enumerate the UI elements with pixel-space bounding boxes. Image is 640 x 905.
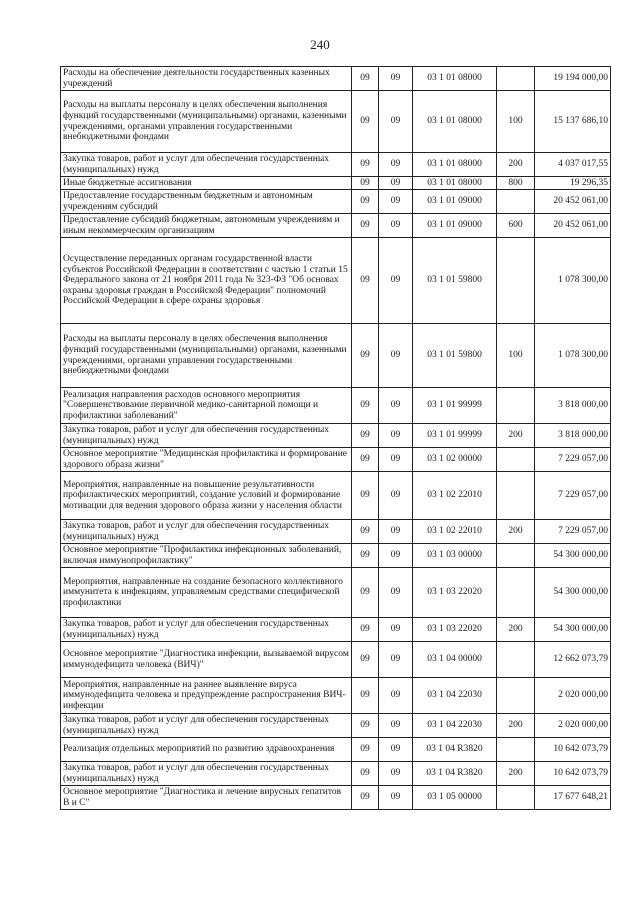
row-target-article-code: 03 1 01 08000 xyxy=(413,153,497,177)
row-section-code: 09 xyxy=(352,786,379,810)
row-subsection-code: 09 xyxy=(379,91,413,153)
row-description: Иные бюджетные ассигнования xyxy=(61,177,352,190)
row-expense-type-code: 200 xyxy=(497,762,535,786)
row-expense-type-code xyxy=(497,238,535,324)
row-description: Осуществление переданных органам государственной власти субъектов Российской Федерации в соответствии с частью 1 статьи 15 Федерального закона от 21 ноября 2011 года № 323-ФЗ "Об основах охраны здоровья граждан в Российской Федерации" полномочий Российской Федерации в сфере охраны здоровья xyxy=(61,238,352,324)
row-target-article-code: 03 1 05 00000 xyxy=(413,786,497,810)
row-description: Закупка товаров, работ и услуг для обеспечения государственных (муниципальных) нужд xyxy=(61,153,352,177)
row-amount: 1 078 300,00 xyxy=(535,324,611,388)
row-description: Закупка товаров, работ и услуг для обеспечения государственных (муниципальных) нужд xyxy=(61,520,352,544)
row-subsection-code: 09 xyxy=(379,388,413,424)
row-amount: 15 137 686,10 xyxy=(535,91,611,153)
row-section-code: 09 xyxy=(352,544,379,568)
table-row xyxy=(61,177,611,190)
row-section-code: 09 xyxy=(352,618,379,642)
row-description: Мероприятия, направленные на создание безопасного коллективного иммунитета к инфекциям, управляемым средствами специфической профилактики xyxy=(61,568,352,618)
row-section-code: 09 xyxy=(352,67,379,91)
table-row xyxy=(61,67,611,91)
row-expense-type-code: 600 xyxy=(497,214,535,238)
row-amount: 7 229 057,00 xyxy=(535,472,611,520)
row-target-article-code: 03 1 02 00000 xyxy=(413,448,497,472)
row-amount: 20 452 061,00 xyxy=(535,214,611,238)
row-expense-type-code xyxy=(497,190,535,214)
row-section-code: 09 xyxy=(352,388,379,424)
row-subsection-code: 09 xyxy=(379,472,413,520)
row-target-article-code: 03 1 04 R3820 xyxy=(413,738,497,762)
row-section-code: 09 xyxy=(352,738,379,762)
budget-table-body xyxy=(61,67,611,810)
row-target-article-code: 03 1 04 22030 xyxy=(413,714,497,738)
table-row xyxy=(61,642,611,678)
table-row xyxy=(61,520,611,544)
row-amount: 3 818 000,00 xyxy=(535,388,611,424)
row-amount: 19 194 000,00 xyxy=(535,67,611,91)
row-subsection-code: 09 xyxy=(379,214,413,238)
row-section-code: 09 xyxy=(352,762,379,786)
row-section-code: 09 xyxy=(352,472,379,520)
row-amount: 12 662 073,79 xyxy=(535,642,611,678)
row-expense-type-code: 800 xyxy=(497,177,535,190)
row-expense-type-code xyxy=(497,448,535,472)
row-expense-type-code xyxy=(497,544,535,568)
row-description: Мероприятия, направленные на повышение результативности профилактических мероприятий, создание условий и формирование мотивации для ведения здорового образа жизни у населения области xyxy=(61,472,352,520)
row-amount: 3 818 000,00 xyxy=(535,424,611,448)
row-description: Закупка товаров, работ и услуг для обеспечения государственных (муниципальных) нужд xyxy=(61,618,352,642)
row-expense-type-code: 100 xyxy=(497,324,535,388)
row-amount: 20 452 061,00 xyxy=(535,190,611,214)
row-target-article-code: 03 1 01 08000 xyxy=(413,91,497,153)
row-target-article-code: 03 1 01 99999 xyxy=(413,388,497,424)
row-description: Основное мероприятие "Диагностика и лечение вирусных гепатитов В и С" xyxy=(61,786,352,810)
row-expense-type-code xyxy=(497,678,535,714)
row-subsection-code: 09 xyxy=(379,678,413,714)
row-subsection-code: 09 xyxy=(379,618,413,642)
table-row xyxy=(61,568,611,618)
row-target-article-code: 03 1 01 59800 xyxy=(413,324,497,388)
row-amount: 7 229 057,00 xyxy=(535,520,611,544)
row-amount: 54 300 000,00 xyxy=(535,544,611,568)
row-section-code: 09 xyxy=(352,190,379,214)
row-subsection-code: 09 xyxy=(379,190,413,214)
row-target-article-code: 03 1 01 09000 xyxy=(413,214,497,238)
row-expense-type-code xyxy=(497,738,535,762)
row-description: Расходы на выплаты персоналу в целях обеспечения выполнения функций государственными (муниципальными) органами, казенными учреждениями, органами управления государственными внебюджетными фондами xyxy=(61,91,352,153)
row-amount: 10 642 073,79 xyxy=(535,762,611,786)
table-row xyxy=(61,214,611,238)
row-expense-type-code xyxy=(497,67,535,91)
row-target-article-code: 03 1 01 59800 xyxy=(413,238,497,324)
row-description: Основное мероприятие "Диагностика инфекции, вызываемой вирусом иммунодефицита человека (ВИЧ)" xyxy=(61,642,352,678)
row-section-code: 09 xyxy=(352,448,379,472)
table-row xyxy=(61,714,611,738)
row-amount: 54 300 000,00 xyxy=(535,568,611,618)
row-subsection-code: 09 xyxy=(379,324,413,388)
row-target-article-code: 03 1 04 R3820 xyxy=(413,762,497,786)
table-row xyxy=(61,190,611,214)
row-section-code: 09 xyxy=(352,678,379,714)
row-expense-type-code: 100 xyxy=(497,91,535,153)
row-target-article-code: 03 1 01 99999 xyxy=(413,424,497,448)
row-expense-type-code xyxy=(497,568,535,618)
row-description: Закупка товаров, работ и услуг для обеспечения государственных (муниципальных) нужд xyxy=(61,424,352,448)
row-target-article-code: 03 1 02 22010 xyxy=(413,520,497,544)
row-description: Закупка товаров, работ и услуг для обеспечения государственных (муниципальных) нужд xyxy=(61,714,352,738)
row-amount: 2 020 000,00 xyxy=(535,678,611,714)
row-target-article-code: 03 1 01 09000 xyxy=(413,190,497,214)
row-description: Предоставление субсидий бюджетным, автономным учреждениям и иным некоммерческим организациям xyxy=(61,214,352,238)
row-description: Предоставление государственным бюджетным и автономным учреждениям субсидий xyxy=(61,190,352,214)
row-section-code: 09 xyxy=(352,568,379,618)
row-amount: 17 677 648,21 xyxy=(535,786,611,810)
row-description: Расходы на выплаты персоналу в целях обеспечения выполнения функций государственными (муниципальными) органами, казенными учреждениями, органами управления государственными внебюджетными фондами xyxy=(61,324,352,388)
row-description: Мероприятия, направленные на раннее выявление вируса иммунодефицита человека и предупреждение распространения ВИЧ-инфекции xyxy=(61,678,352,714)
row-section-code: 09 xyxy=(352,214,379,238)
row-amount: 2 020 000,00 xyxy=(535,714,611,738)
row-description: Основное мероприятие "Медицинская профилактика и формирование здорового образа жизни" xyxy=(61,448,352,472)
table-row xyxy=(61,448,611,472)
row-section-code: 09 xyxy=(352,324,379,388)
table-row xyxy=(61,738,611,762)
row-subsection-code: 09 xyxy=(379,153,413,177)
table-row xyxy=(61,424,611,448)
row-amount: 7 229 057,00 xyxy=(535,448,611,472)
row-target-article-code: 03 1 04 00000 xyxy=(413,642,497,678)
row-amount: 54 300 000,00 xyxy=(535,618,611,642)
row-target-article-code: 03 1 04 22030 xyxy=(413,678,497,714)
row-expense-type-code: 200 xyxy=(497,520,535,544)
row-subsection-code: 09 xyxy=(379,520,413,544)
table-row xyxy=(61,762,611,786)
row-subsection-code: 09 xyxy=(379,786,413,810)
table-row xyxy=(61,153,611,177)
row-target-article-code: 03 1 01 08000 xyxy=(413,177,497,190)
row-expense-type-code xyxy=(497,786,535,810)
row-expense-type-code: 200 xyxy=(497,714,535,738)
row-target-article-code: 03 1 03 22020 xyxy=(413,618,497,642)
row-amount: 4 037 017,55 xyxy=(535,153,611,177)
row-subsection-code: 09 xyxy=(379,642,413,678)
table-row xyxy=(61,91,611,153)
row-section-code: 09 xyxy=(352,153,379,177)
row-amount: 1 078 300,00 xyxy=(535,238,611,324)
row-subsection-code: 09 xyxy=(379,738,413,762)
row-section-code: 09 xyxy=(352,520,379,544)
row-description: Основное мероприятие "Профилактика инфекционных заболеваний, включая иммунопрофилактику" xyxy=(61,544,352,568)
row-expense-type-code xyxy=(497,472,535,520)
row-subsection-code: 09 xyxy=(379,238,413,324)
row-amount: 19 296,35 xyxy=(535,177,611,190)
row-target-article-code: 03 1 02 22010 xyxy=(413,472,497,520)
row-expense-type-code: 200 xyxy=(497,618,535,642)
budget-table xyxy=(60,66,611,810)
row-section-code: 09 xyxy=(352,91,379,153)
row-subsection-code: 09 xyxy=(379,424,413,448)
row-expense-type-code: 200 xyxy=(497,153,535,177)
row-subsection-code: 09 xyxy=(379,544,413,568)
page-number: 240 xyxy=(310,37,330,52)
row-target-article-code: 03 1 03 22020 xyxy=(413,568,497,618)
table-row xyxy=(61,388,611,424)
row-subsection-code: 09 xyxy=(379,177,413,190)
row-description: Расходы на обеспечение деятельности государственных казенных учреждений xyxy=(61,67,352,91)
row-description: Реализация направления расходов основного мероприятия "Совершенствование первичной медико-санитарной помощи и профилактики заболеваний" xyxy=(61,388,352,424)
row-section-code: 09 xyxy=(352,238,379,324)
row-subsection-code: 09 xyxy=(379,762,413,786)
table-row xyxy=(61,618,611,642)
table-row xyxy=(61,238,611,324)
row-description: Закупка товаров, работ и услуг для обеспечения государственных (муниципальных) нужд xyxy=(61,762,352,786)
row-section-code: 09 xyxy=(352,642,379,678)
row-expense-type-code: 200 xyxy=(497,424,535,448)
table-row xyxy=(61,324,611,388)
table-row xyxy=(61,472,611,520)
row-amount: 10 642 073,79 xyxy=(535,738,611,762)
table-row xyxy=(61,678,611,714)
row-subsection-code: 09 xyxy=(379,714,413,738)
row-target-article-code: 03 1 03 00000 xyxy=(413,544,497,568)
row-section-code: 09 xyxy=(352,714,379,738)
row-subsection-code: 09 xyxy=(379,67,413,91)
row-target-article-code: 03 1 01 08000 xyxy=(413,67,497,91)
table-row xyxy=(61,786,611,810)
row-section-code: 09 xyxy=(352,177,379,190)
table-row xyxy=(61,544,611,568)
row-expense-type-code xyxy=(497,642,535,678)
row-expense-type-code xyxy=(497,388,535,424)
row-subsection-code: 09 xyxy=(379,568,413,618)
row-description: Реализация отдельных мероприятий по развитию здравоохранения xyxy=(61,738,352,762)
row-section-code: 09 xyxy=(352,424,379,448)
row-subsection-code: 09 xyxy=(379,448,413,472)
